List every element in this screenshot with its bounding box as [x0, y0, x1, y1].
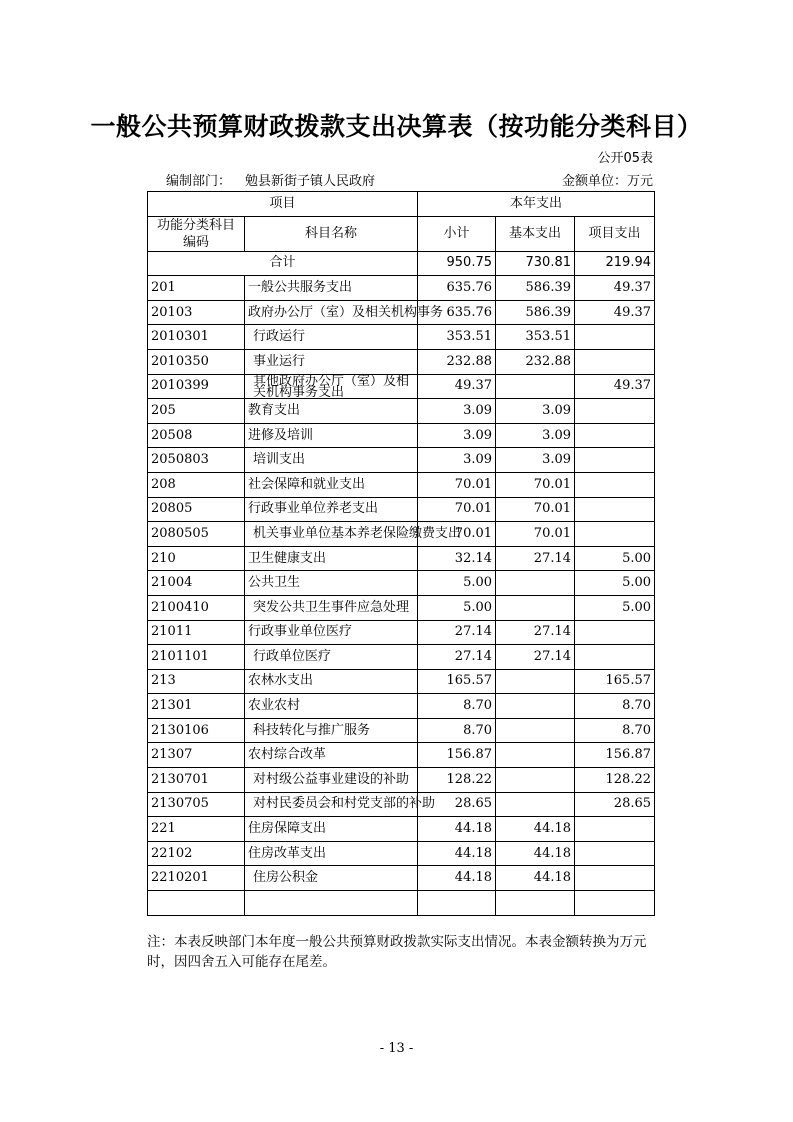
table-row	[148, 374, 655, 399]
row-basic: 70.01	[496, 472, 575, 497]
table-row	[148, 349, 655, 374]
row-name: 行政运行	[245, 325, 418, 350]
row-basic	[496, 571, 575, 596]
row-basic	[496, 694, 575, 719]
row-project: 49.37	[575, 374, 655, 399]
row-subtotal: 156.87	[418, 743, 496, 768]
row-code: 2130705	[148, 792, 245, 817]
row-name: 公共卫生	[245, 571, 418, 596]
header-item: 项目	[148, 192, 418, 217]
row-project: 8.70	[575, 718, 655, 743]
row-basic	[496, 374, 575, 399]
row-code: 2010301	[148, 325, 245, 350]
row-project	[575, 399, 655, 424]
row-subtotal: 28.65	[418, 792, 496, 817]
header-project: 项目支出	[575, 216, 655, 251]
table-row	[148, 571, 655, 596]
row-project	[575, 645, 655, 670]
row-code: 20103	[148, 300, 245, 325]
row-basic: 44.18	[496, 866, 575, 891]
row-project: 5.00	[575, 546, 655, 571]
row-subtotal: 27.14	[418, 620, 496, 645]
row-basic: 3.09	[496, 399, 575, 424]
table-row	[148, 768, 655, 793]
row-code: 201	[148, 276, 245, 301]
row-subtotal: 635.76	[418, 300, 496, 325]
row-subtotal: 3.09	[418, 448, 496, 473]
row-basic: 44.18	[496, 817, 575, 842]
row-code: 208	[148, 472, 245, 497]
row-subtotal: 32.14	[418, 546, 496, 571]
row-project	[575, 866, 655, 891]
row-project: 5.00	[575, 595, 655, 620]
row-code: 210	[148, 546, 245, 571]
row-subtotal: 3.09	[418, 399, 496, 424]
row-code: 205	[148, 399, 245, 424]
row-name	[245, 891, 418, 916]
row-project	[575, 472, 655, 497]
row-subtotal: 165.57	[418, 669, 496, 694]
row-project: 49.37	[575, 300, 655, 325]
row-basic	[496, 768, 575, 793]
table-row	[148, 423, 655, 448]
header-code: 功能分类科目编码	[148, 216, 245, 251]
table-row	[148, 841, 655, 866]
amount-unit: 金额单位：万元	[561, 174, 653, 189]
row-name: 对村级公益事业建设的补助	[245, 768, 418, 793]
row-name: 农林水支出	[245, 669, 418, 694]
table-row	[148, 669, 655, 694]
department-label: 编制部门：	[166, 174, 232, 189]
row-name: 行政单位医疗	[245, 645, 418, 670]
row-code: 21307	[148, 743, 245, 768]
page-title: 一般公共预算财政拨款支出决算表（按功能分类科目）	[90, 112, 703, 141]
row-basic	[496, 718, 575, 743]
row-name: 社会保障和就业支出	[245, 472, 418, 497]
table-row	[148, 472, 655, 497]
row-subtotal: 70.01	[418, 522, 496, 547]
row-subtotal: 5.00	[418, 571, 496, 596]
row-basic: 27.14	[496, 645, 575, 670]
row-name: 农业农村	[245, 694, 418, 719]
form-number: 公开05表	[597, 151, 653, 166]
table-row	[148, 743, 655, 768]
row-name: 科技转化与推广服务	[245, 718, 418, 743]
row-basic: 3.09	[496, 448, 575, 473]
row-code: 2010399	[148, 374, 245, 399]
row-project	[575, 817, 655, 842]
row-code: 21301	[148, 694, 245, 719]
row-code	[148, 891, 245, 916]
row-project: 8.70	[575, 694, 655, 719]
table-row	[148, 546, 655, 571]
header-row-2	[148, 216, 655, 251]
row-subtotal: 8.70	[418, 694, 496, 719]
row-basic: 44.18	[496, 841, 575, 866]
row-project: 49.37	[575, 276, 655, 301]
row-subtotal: 8.70	[418, 718, 496, 743]
total-label: 合计	[148, 251, 418, 276]
row-project	[575, 620, 655, 645]
row-name: 机关事业单位基本养老保险缴费支出	[245, 522, 418, 547]
header-row-1	[148, 192, 655, 217]
header-current-year: 本年支出	[418, 192, 655, 217]
table-row	[148, 325, 655, 350]
table-row	[148, 595, 655, 620]
row-name: 农村综合改革	[245, 743, 418, 768]
row-basic: 586.39	[496, 300, 575, 325]
row-code: 221	[148, 817, 245, 842]
table-row	[148, 300, 655, 325]
row-basic: 27.14	[496, 620, 575, 645]
row-project: 5.00	[575, 571, 655, 596]
row-subtotal: 635.76	[418, 276, 496, 301]
table-row	[148, 448, 655, 473]
row-code: 20805	[148, 497, 245, 522]
row-project: 165.57	[575, 669, 655, 694]
row-name: 培训支出	[245, 448, 418, 473]
row-code: 2130106	[148, 718, 245, 743]
row-code: 2210201	[148, 866, 245, 891]
row-basic	[496, 595, 575, 620]
row-name: 教育支出	[245, 399, 418, 424]
table-row	[148, 522, 655, 547]
row-name: 事业运行	[245, 349, 418, 374]
table-row	[148, 718, 655, 743]
row-code: 2080505	[148, 522, 245, 547]
row-code: 2101101	[148, 645, 245, 670]
expenditure-table	[147, 191, 655, 916]
header-basic: 基本支出	[496, 216, 575, 251]
row-basic: 586.39	[496, 276, 575, 301]
row-basic	[496, 792, 575, 817]
row-basic: 232.88	[496, 349, 575, 374]
row-subtotal: 49.37	[418, 374, 496, 399]
total-row	[148, 251, 655, 276]
row-name: 进修及培训	[245, 423, 418, 448]
row-name: 突发公共卫生事件应急处理	[245, 595, 418, 620]
row-code: 2130701	[148, 768, 245, 793]
row-subtotal: 44.18	[418, 841, 496, 866]
row-code: 2010350	[148, 349, 245, 374]
row-basic: 353.51	[496, 325, 575, 350]
total-subtotal: 950.75	[418, 251, 496, 276]
table-row	[148, 866, 655, 891]
row-project	[575, 448, 655, 473]
row-basic: 3.09	[496, 423, 575, 448]
page-number: - 13 -	[379, 1041, 414, 1056]
row-name: 政府办公厅（室）及相关机构事务	[245, 300, 418, 325]
header-subtotal: 小计	[418, 216, 496, 251]
department-line	[166, 170, 375, 189]
total-project: 219.94	[575, 251, 655, 276]
row-subtotal: 353.51	[418, 325, 496, 350]
table-row	[148, 620, 655, 645]
row-subtotal: 70.01	[418, 497, 496, 522]
row-name: 住房公积金	[245, 866, 418, 891]
row-subtotal: 5.00	[418, 595, 496, 620]
row-project	[575, 522, 655, 547]
row-name: 其他政府办公厅（室）及相关机构事务支出	[245, 374, 418, 399]
row-subtotal: 128.22	[418, 768, 496, 793]
row-code: 22102	[148, 841, 245, 866]
row-name: 住房改革支出	[245, 841, 418, 866]
table-row	[148, 645, 655, 670]
row-subtotal: 3.09	[418, 423, 496, 448]
row-basic: 27.14	[496, 546, 575, 571]
row-name: 卫生健康支出	[245, 546, 418, 571]
row-basic	[496, 669, 575, 694]
department-name: 勉县新街子镇人民政府	[245, 174, 376, 189]
row-name: 行政事业单位养老支出	[245, 497, 418, 522]
row-code: 2050803	[148, 448, 245, 473]
row-subtotal	[418, 891, 496, 916]
row-project	[575, 841, 655, 866]
table-row	[148, 399, 655, 424]
row-project	[575, 891, 655, 916]
row-project	[575, 349, 655, 374]
header-name: 科目名称	[245, 216, 418, 251]
table-row	[148, 817, 655, 842]
table-row	[148, 891, 655, 916]
table-row	[148, 792, 655, 817]
table-note: 注：本表反映部门本年度一般公共预算财政拨款实际支出情况。本表金额转换为万元时，因四舍五入可能存在尾差。	[147, 934, 647, 970]
row-name: 住房保障支出	[245, 817, 418, 842]
row-subtotal: 27.14	[418, 645, 496, 670]
row-name: 对村民委员会和村党支部的补助	[245, 792, 418, 817]
row-name: 一般公共服务支出	[245, 276, 418, 301]
row-subtotal: 44.18	[418, 817, 496, 842]
row-basic	[496, 743, 575, 768]
row-subtotal: 44.18	[418, 866, 496, 891]
row-code: 213	[148, 669, 245, 694]
row-basic: 70.01	[496, 497, 575, 522]
row-subtotal: 70.01	[418, 472, 496, 497]
row-code: 20508	[148, 423, 245, 448]
row-project: 156.87	[575, 743, 655, 768]
row-basic	[496, 891, 575, 916]
table-row	[148, 497, 655, 522]
total-basic: 730.81	[496, 251, 575, 276]
row-code: 21004	[148, 571, 245, 596]
row-project	[575, 325, 655, 350]
row-project	[575, 423, 655, 448]
table-row	[148, 694, 655, 719]
row-name: 行政事业单位医疗	[245, 620, 418, 645]
row-project: 128.22	[575, 768, 655, 793]
row-project	[575, 497, 655, 522]
row-code: 21011	[148, 620, 245, 645]
row-project: 28.65	[575, 792, 655, 817]
table-row	[148, 276, 655, 301]
row-basic: 70.01	[496, 522, 575, 547]
row-subtotal: 232.88	[418, 349, 496, 374]
row-code: 2100410	[148, 595, 245, 620]
